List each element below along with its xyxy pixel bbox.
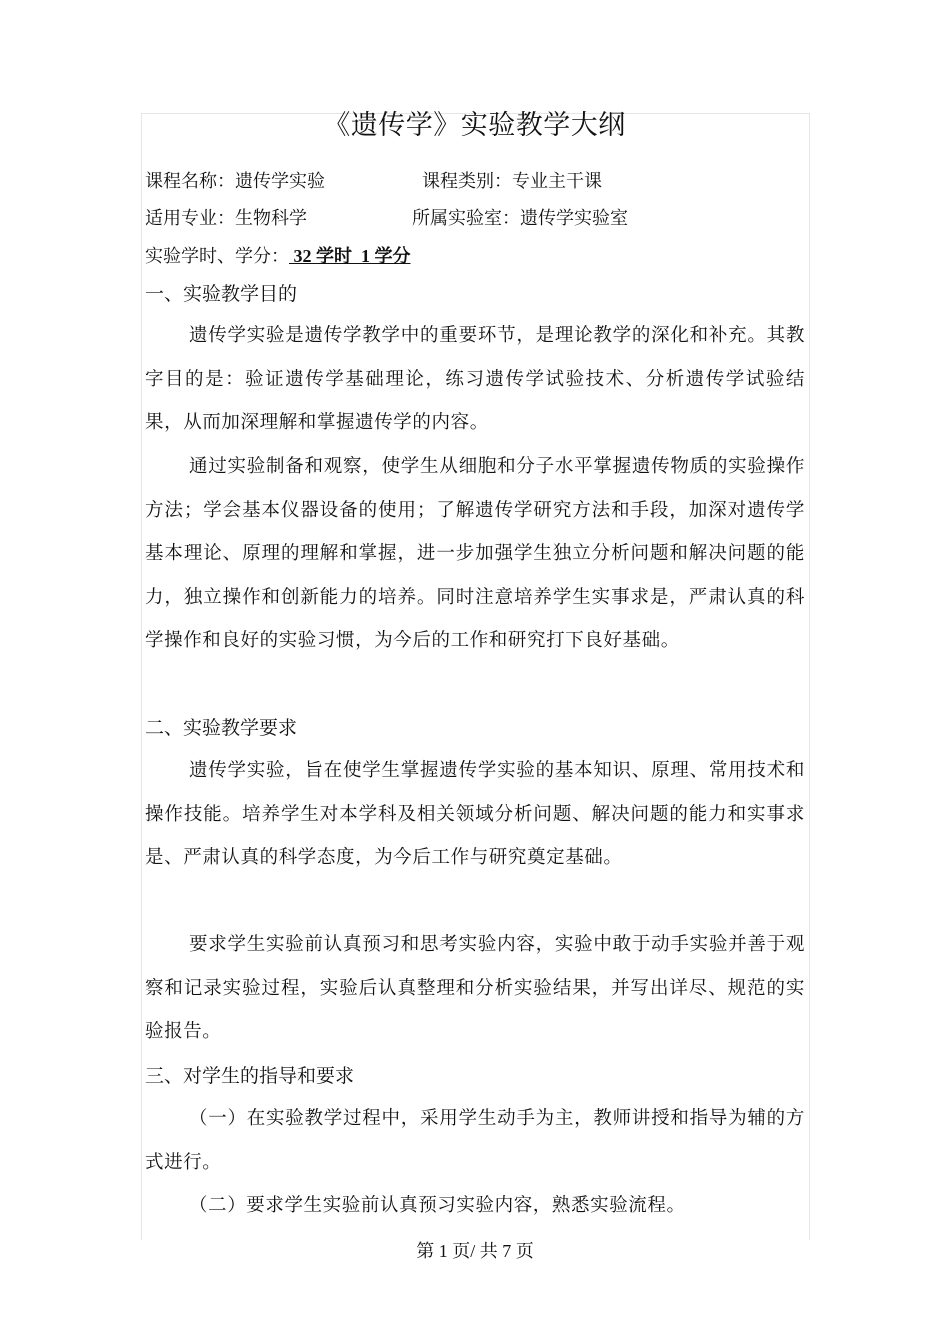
course-type: 课程类别：专业主干课	[422, 171, 602, 192]
section-heading-3: 三、对学生的指导和要求	[145, 1065, 355, 1087]
lab-affiliation: 所属实验室：遗传学实验室	[412, 208, 628, 229]
meta-row-hours	[145, 241, 805, 271]
document-title: 《遗传学》实验教学大纲	[323, 110, 626, 141]
hours-label: 实验学时、学分：	[145, 246, 289, 267]
paragraph-2-1: 遗传学实验，旨在使学生掌握遗传学实验的基本知识、原理、常用技术和操作技能。培养学生对本学科及相关领域分析问题、解决问题的能力和实事求是、严肃认真的科学态度，为今后工作与研究奠定基础。	[145, 760, 805, 868]
course-name: 课程名称：遗传学实验	[145, 171, 325, 192]
hours-value: 32 学时 1 学分	[289, 246, 411, 266]
paragraph-2-2: 要求学生实验前认真预习和思考实验内容，实验中敢于动手实验并善于观察和记录实验过程，实验后认真整理和分析实验结果，并写出详尽、规范的实验报告。	[145, 934, 805, 1042]
section-heading-2: 二、实验教学要求	[145, 717, 298, 739]
meta-row-course	[145, 167, 805, 197]
page-footer: 第 1 页/ 共 7 页	[416, 1241, 534, 1261]
paragraph-3-2: （二）要求学生实验前认真预习实验内容，熟悉实验流程。	[189, 1195, 686, 1216]
section-heading-1: 一、实验教学目的	[145, 283, 298, 305]
paragraph-1-1: 遗传学实验是遗传学教学中的重要环节，是理论教学的深化和补充。其教字目的是：验证遗传学基础理论，练习遗传学试验技术、分析遗传学试验结果，从而加深理解和掌握遗传学的内容。	[145, 325, 805, 433]
applicable-major: 适用专业：生物科学	[145, 208, 307, 229]
paragraph-1-2: 通过实验制备和观察，使学生从细胞和分子水平掌握遗传物质的实验操作方法；学会基本仪器设备的使用；了解遗传学研究方法和手段，加深对遗传学基本理论、原理的理解和掌握，进一步加强学生独立分析问题和解决问题的能力，独立操作和创新能力的培养。同时注意培养学生实事求是，严肃认真的科学操作和良好的实验习惯，为今后的工作和研究打下良好基础。	[145, 456, 805, 651]
paragraph-3-1: （一）在实验教学过程中，采用学生动手为主，教师讲授和指导为辅的方式进行。	[145, 1108, 805, 1173]
meta-row-major	[145, 204, 805, 234]
